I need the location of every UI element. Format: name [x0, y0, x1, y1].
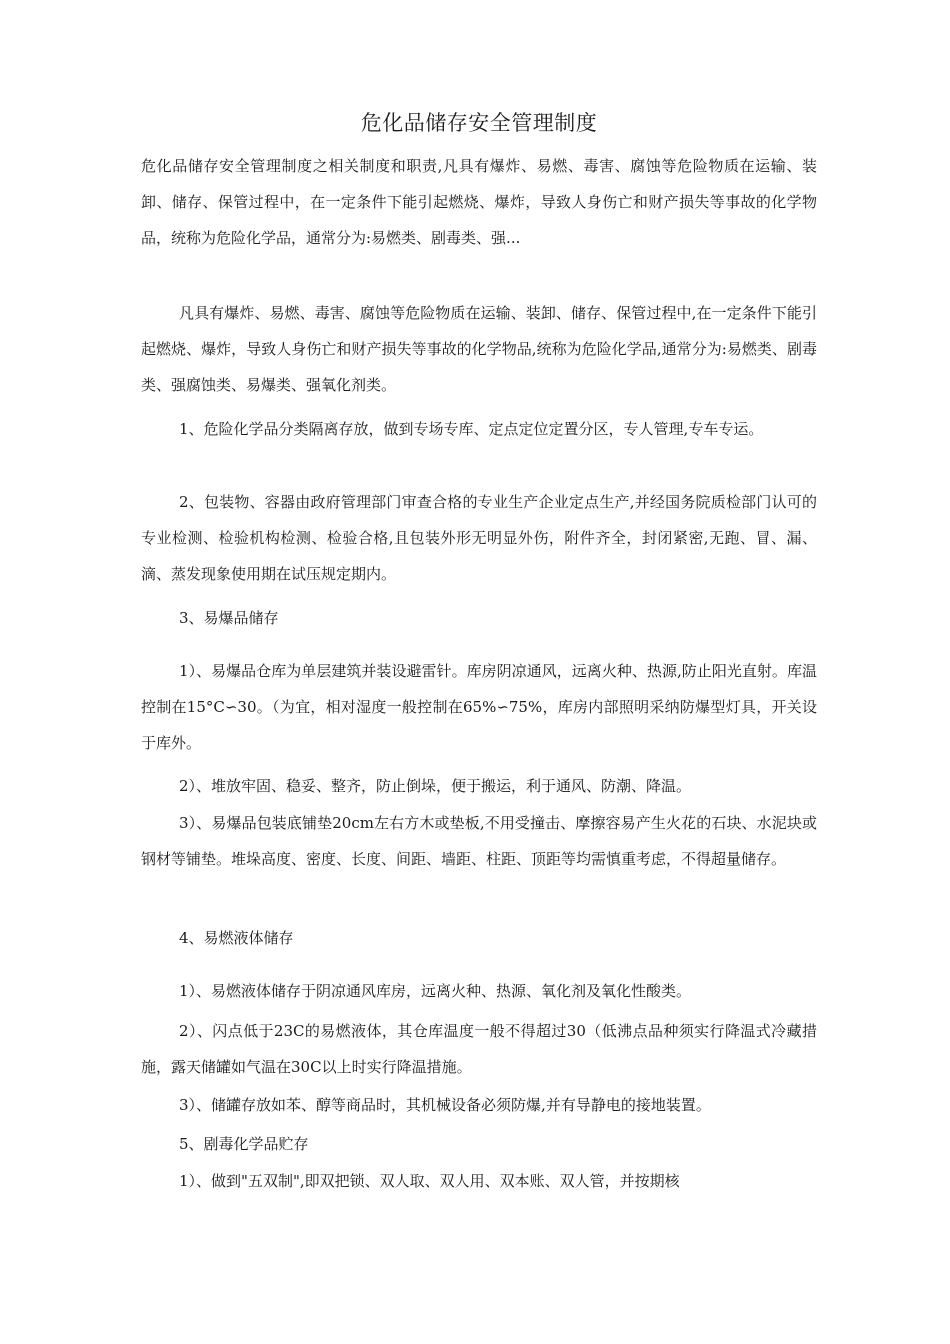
- section-heading-toxic-chemicals: 5、剧毒化学品贮存: [179, 1135, 309, 1153]
- paragraph-flammable-2: 2）、闪点低于23C的易燃液体，其仓库温度一般不得超过30（低沸点品种须实行降温式冷藏措施，露天储罐如气温在30C以上时实行降温措施。: [141, 1022, 817, 1076]
- paragraph-flammable-3: 3）、储罐存放如苯、醇等商品时，其机械设备必须防爆,并有导静电的接地装置。: [179, 1096, 711, 1114]
- paragraph-flammable-1: 1）、易燃液体储存于阴凉通风库房，远离火种、热源、氧化剂及氧化性酸类。: [179, 982, 692, 1000]
- intro-paragraph: 危化品储存安全管理制度之相关制度和职责,凡具有爆炸、易燃、毒害、腐蚀等危险物质在运输、装卸、储存、保管过程中，在一定条件下能引起燃烧、爆炸，导致人身伤亡和财产损失等事故的化学物品，统称为危险化学品，通常分为:易燃类、剧毒类、强...: [141, 157, 817, 247]
- paragraph-toxic-1: 1）、做到"五双制",即双把锁、双人取、双人用、双本账、双人管，并按期核: [179, 1172, 680, 1190]
- section-heading-explosives: 3、易爆品储存: [179, 609, 279, 627]
- paragraph-definition: 凡具有爆炸、易燃、毒害、腐蚀等危险物质在运输、装卸、储存、保管过程中,在一定条件下能引起燃烧、爆炸，导致人身伤亡和财产损失等事故的化学物品,统称为危险化学品,通常分为:易燃类、剧毒类、强腐蚀类、易爆类、强氧化剂类。: [141, 304, 817, 394]
- paragraph-item-1: 1、危险化学品分类隔离存放，做到专场专库、定点定位定置分区，专人管理,专车专运。: [179, 420, 764, 438]
- document-title: 危化品储存安全管理制度: [360, 111, 598, 135]
- section-heading-flammable-liquids: 4、易燃液体储存: [179, 929, 294, 947]
- paragraph-explosives-1: 1）、易爆品仓库为单层建筑并装设避雷针。库房阴凉通风，远离火种、热源,防止阳光直射。库温控制在15°C∽30。（为宜，相对湿度一般控制在65%∽75%，库房内部照明采纳防爆型灯具，开关设于库外。: [141, 662, 817, 752]
- paragraph-explosives-3: 3）、易爆品包装底铺垫20cm左右方木或垫板,不用受撞击、摩擦容易产生火花的石块、水泥块或钢材等铺垫。堆垛高度、密度、长度、间距、墙距、柱距、顶距等均需慎重考虑，不得超量储存。: [141, 814, 817, 868]
- paragraph-explosives-2: 2）、堆放牢固、稳妥、整齐，防止倒垛，便于搬运，利于通风、防潮、降温。: [179, 777, 692, 795]
- paragraph-item-2: 2、包装物、容器由政府管理部门审查合格的专业生产企业定点生产,并经国务院质检部门认可的专业检测、检验机构检测、检验合格,且包装外形无明显外伤，附件齐全，封闭紧密,无跑、冒、漏、滴、蒸发现象使用期在试压规定期内。: [141, 493, 817, 583]
